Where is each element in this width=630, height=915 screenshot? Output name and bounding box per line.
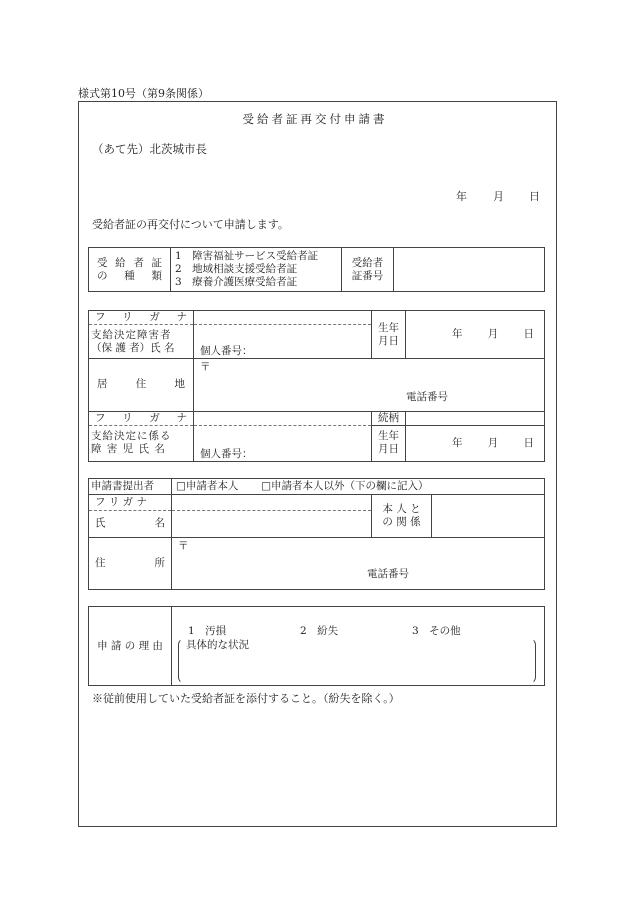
applicant-address-field[interactable] xyxy=(172,537,545,589)
reason-option-3[interactable]: 3 その他 xyxy=(412,625,461,637)
address-label xyxy=(89,359,194,411)
furigana-char: フ xyxy=(95,311,106,324)
cert-label-char: 類 xyxy=(151,269,162,282)
birth-label-1: 生年 xyxy=(378,430,399,443)
submitter-options xyxy=(172,479,545,495)
footnote: ※従前使用していた受給者証を添付すること。（紛失を除く。） xyxy=(92,692,400,705)
postal-mark: 〒 xyxy=(178,539,189,552)
phone-label: 電話番号 xyxy=(367,567,409,580)
birth-year-label: 年 xyxy=(452,436,463,449)
cert-type-table xyxy=(88,247,545,292)
phone-label: 電話番号 xyxy=(406,391,448,404)
address-label-char: 所 xyxy=(154,556,165,569)
reason-label: 申 請 の 理 由 xyxy=(89,607,172,686)
furigana-field[interactable] xyxy=(194,311,372,325)
relation-to-self-field[interactable] xyxy=(432,494,545,537)
reason-table xyxy=(88,606,545,686)
name-label-1: 支給決定障害者 xyxy=(91,328,172,341)
reason-field xyxy=(172,607,545,686)
detail-label: 具体的な状況 xyxy=(186,639,249,651)
relation-label: 続柄 xyxy=(372,411,406,425)
birth-day-label: 日 xyxy=(523,436,534,449)
furigana-char: フ xyxy=(95,411,106,424)
cert-label-char: 証 xyxy=(151,256,162,269)
cert-label-char: 受 xyxy=(97,256,108,269)
applicant-name-field[interactable] xyxy=(172,510,372,537)
birth-date-field[interactable] xyxy=(406,311,545,359)
furigana-char: ガ xyxy=(149,411,160,424)
address-field[interactable] xyxy=(194,359,545,411)
beneficiary-table xyxy=(88,310,545,462)
child-label-1: 支給決定に係る xyxy=(91,430,172,443)
relation-field[interactable] xyxy=(406,411,545,425)
form-frame xyxy=(78,101,557,827)
furigana-char: ナ xyxy=(176,411,187,424)
relation-to-self-label xyxy=(372,494,432,537)
address-label-char: 地 xyxy=(174,378,185,391)
birth-month-label: 月 xyxy=(487,436,499,449)
beneficiary-name-field[interactable] xyxy=(194,325,372,359)
child-name-label xyxy=(89,425,194,461)
applicant-furigana-label: フ リ ガ ナ xyxy=(89,494,172,510)
postal-mark: 〒 xyxy=(200,361,211,374)
submitter-label: 申請書提出者 xyxy=(89,479,172,495)
cert-type-options[interactable] xyxy=(171,248,342,292)
name-label-char: 氏 xyxy=(95,517,106,530)
addressee: （あて先）北茨城市長 xyxy=(92,142,207,156)
child-furigana-label xyxy=(89,411,194,425)
beneficiary-name-label xyxy=(89,325,194,359)
child-name-field[interactable] xyxy=(194,425,372,461)
cert-option-1[interactable]: 1 障害福祉サービス受給者証 xyxy=(175,250,319,262)
name-label-char: 名 xyxy=(154,517,165,530)
cert-label-char: 種 xyxy=(124,269,135,282)
applicant-table xyxy=(88,478,545,590)
child-label-2: 障 害 児 氏 名 xyxy=(91,443,166,456)
furigana-char: リ xyxy=(122,411,133,424)
cert-type-label xyxy=(89,248,171,292)
applicant-address-label xyxy=(89,537,172,589)
cert-number-label-2: 証番号 xyxy=(351,269,384,282)
relation-label-1: 本 人 と xyxy=(382,502,421,515)
birth-label-2: 月日 xyxy=(378,334,399,347)
applicant-name-label xyxy=(89,510,172,537)
cert-option-2[interactable]: 2 地域相談支援受給者証 xyxy=(175,263,298,275)
birth-label-1: 生年 xyxy=(378,321,399,334)
cert-number-label-1: 受給者 xyxy=(351,256,384,269)
personal-number-label: 個人番号： xyxy=(200,345,253,358)
year-label: 年 xyxy=(456,190,467,203)
form-title: 受給者証再交付申請書 xyxy=(242,112,388,126)
option-self-checkbox[interactable]: □申請者本人 xyxy=(176,479,239,492)
birth-month-label: 月 xyxy=(487,328,499,341)
birth-day-label: 日 xyxy=(523,328,534,341)
birth-year-label: 年 xyxy=(452,328,463,341)
option-other-checkbox[interactable]: □申請者本人以外（下の欄に記入） xyxy=(261,479,429,492)
cert-number-label xyxy=(342,248,394,292)
child-birth-label xyxy=(372,425,406,461)
cert-label-char: 給 xyxy=(115,256,126,269)
birth-label xyxy=(372,311,406,359)
relation-label-2: の 関 係 xyxy=(382,515,421,528)
birth-label-2: 月日 xyxy=(378,443,399,456)
furigana-char: ガ xyxy=(149,311,160,324)
reason-option-2[interactable]: 2 紛失 xyxy=(300,625,339,637)
request-text: 受給者証の再交付について申請します。 xyxy=(92,218,289,231)
cert-number-field[interactable] xyxy=(394,248,545,292)
address-label-char: 住 xyxy=(95,556,106,569)
form-id: 様式第10号（第9条関係） xyxy=(78,87,209,100)
child-furigana-field[interactable] xyxy=(194,411,372,425)
furigana-char: リ xyxy=(122,311,133,324)
reason-option-1[interactable]: 1 汚損 xyxy=(188,625,227,637)
furigana-char: ナ xyxy=(176,311,187,324)
child-personal-number-label: 個人番号： xyxy=(200,448,253,460)
address-label-char: 住 xyxy=(135,378,147,391)
cert-label-char: 者 xyxy=(133,256,144,269)
cert-option-3[interactable]: 3 療養介護医療受給者証 xyxy=(175,276,298,288)
cert-label-char: の xyxy=(97,269,108,282)
child-birth-date-field[interactable] xyxy=(406,425,545,461)
day-label: 日 xyxy=(529,190,540,203)
name-label-2: （保 護 者）氏 名 xyxy=(91,341,175,354)
furigana-label xyxy=(89,311,194,325)
month-label: 月 xyxy=(493,190,504,203)
applicant-furigana-field[interactable] xyxy=(172,494,372,510)
address-label-char: 居 xyxy=(97,378,108,391)
